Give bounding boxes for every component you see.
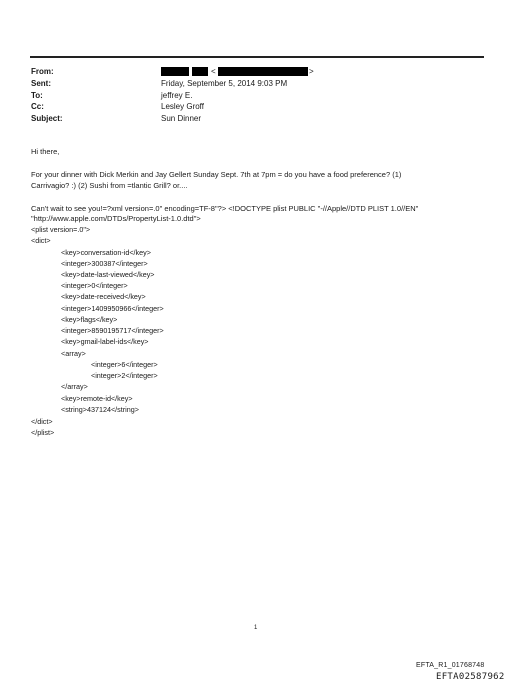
redaction-bar: [161, 67, 189, 76]
body-paragraph-line: For your dinner with Dick Merkin and Jay Gellert Sunday Sept. 7th at 7pm = do you have a food preference? (1): [31, 170, 402, 179]
sent-value: Friday, September 5, 2014 9:03 PM: [161, 79, 288, 88]
plist-line: <array>: [61, 349, 86, 358]
plist-line: </dict>: [31, 417, 53, 426]
plist-line: </plist>: [31, 428, 55, 437]
from-open-bracket: <: [211, 67, 216, 76]
subject-label: Subject:: [31, 114, 63, 123]
body-paragraph-line: Can't wait to see you!=?xml version=.0" encoding=TF-8"?> <!DOCTYPE plist PUBLIC "-//Apple//DTD PLIST 1.0//EN": [31, 204, 419, 213]
plist-line: <integer>300387</integer>: [61, 259, 148, 268]
plist-line: <key>flags</key>: [61, 315, 118, 324]
plist-line: <key>gmail-label-ids</key>: [61, 337, 149, 346]
redaction-bar: [192, 67, 208, 76]
plist-line: <key>date-last-viewed</key>: [61, 270, 155, 279]
from-label: From:: [31, 67, 54, 76]
plist-line: </array>: [61, 382, 88, 391]
cc-label: Cc:: [31, 102, 44, 111]
sent-label: Sent:: [31, 79, 51, 88]
redaction-bar: [218, 67, 308, 76]
plist-line: <integer>2</integer>: [91, 371, 158, 380]
plist-line: <integer>1409950966</integer>: [61, 304, 164, 313]
plist-line: <dict>: [31, 236, 51, 245]
plist-line: <key>date-received</key>: [61, 292, 146, 301]
bates-stamp-primary: EFTA_R1_01768748: [416, 662, 485, 669]
plist-line: <integer>0</integer>: [61, 281, 128, 290]
plist-line: <key>remote-id</key>: [61, 394, 133, 403]
body-paragraph-line: Carrivagio? :) (2) Sushi from =tlantic Grill? or....: [31, 181, 188, 190]
plist-line: <integer>8590195717</integer>: [61, 326, 164, 335]
from-close-bracket: >: [309, 67, 314, 76]
cc-value: Lesley Groff: [161, 102, 204, 111]
subject-value: Sun Dinner: [161, 114, 202, 123]
plist-line: <integer>6</integer>: [91, 360, 158, 369]
bates-stamp-secondary: EFTA02587962: [436, 672, 505, 682]
to-value: jeffrey E.: [161, 91, 193, 100]
body-paragraph-line: "http://www.apple.com/DTDs/PropertyList-1.0.dtd">: [31, 214, 201, 223]
plist-line: <string>437124</string>: [61, 405, 139, 414]
to-label: To:: [31, 91, 43, 100]
page-number: 1: [254, 625, 258, 631]
greeting: Hi there,: [31, 147, 60, 156]
plist-line: <plist version=.0">: [31, 225, 91, 234]
header-rule: [30, 56, 484, 58]
plist-line: <key>conversation-id</key>: [61, 248, 151, 257]
